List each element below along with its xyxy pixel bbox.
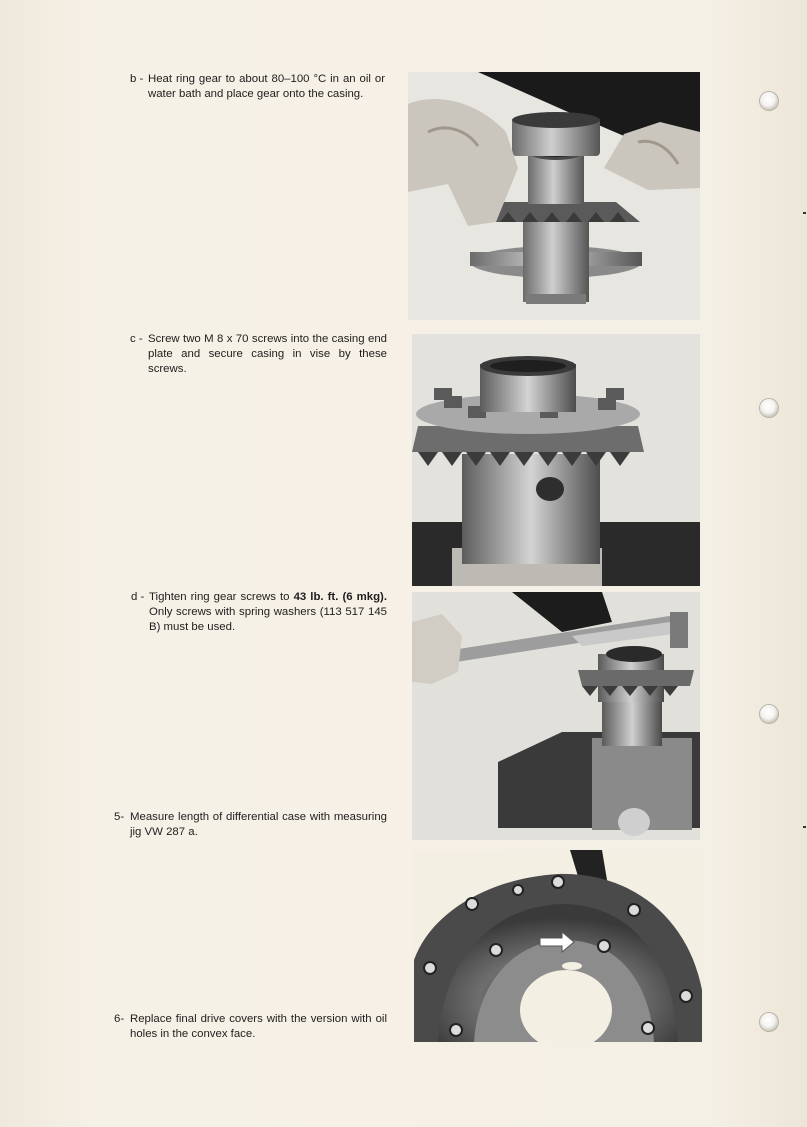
binder-hole bbox=[760, 92, 778, 110]
torque-value: 43 lb. ft. (6 mkg). bbox=[293, 591, 388, 603]
casing-in-vise-photo bbox=[412, 334, 700, 586]
edge-mark bbox=[803, 212, 806, 214]
step-label: d - bbox=[131, 591, 145, 603]
step-label: 5- bbox=[114, 811, 125, 823]
final-drive-cover-photo bbox=[412, 850, 704, 1042]
binder-hole bbox=[760, 399, 778, 417]
step-text: Tighten ring gear screws to 43 lb. ft. (6 mkg). Only screws with spring washers (113 517 145 B) must be used. bbox=[149, 591, 388, 633]
step-text: Screw two M 8 x 70 screws into the casing end plate and secure casing in vise by these screws. bbox=[148, 333, 387, 375]
step-text: Replace final drive covers with the version with oil holes in the convex face. bbox=[130, 1013, 387, 1040]
edge-mark bbox=[803, 826, 806, 828]
step-d bbox=[131, 590, 387, 635]
step-6 bbox=[114, 1012, 387, 1042]
step-text: Heat ring gear to about 80–100 °C in an oil or water bath and place gear onto the casing. bbox=[148, 73, 385, 100]
step-label: 6- bbox=[114, 1013, 125, 1025]
ring-gear-heating-photo bbox=[408, 72, 700, 320]
step-label: b - bbox=[130, 73, 144, 85]
step-text: Measure length of differential case with measuring jig VW 287 a. bbox=[130, 811, 387, 838]
step-5 bbox=[114, 810, 387, 840]
binder-hole bbox=[760, 705, 778, 723]
step-label: c - bbox=[130, 333, 143, 345]
step-b bbox=[130, 72, 385, 102]
step-c bbox=[130, 332, 387, 377]
binder-hole bbox=[760, 1013, 778, 1031]
torque-wrench-photo bbox=[412, 592, 700, 840]
